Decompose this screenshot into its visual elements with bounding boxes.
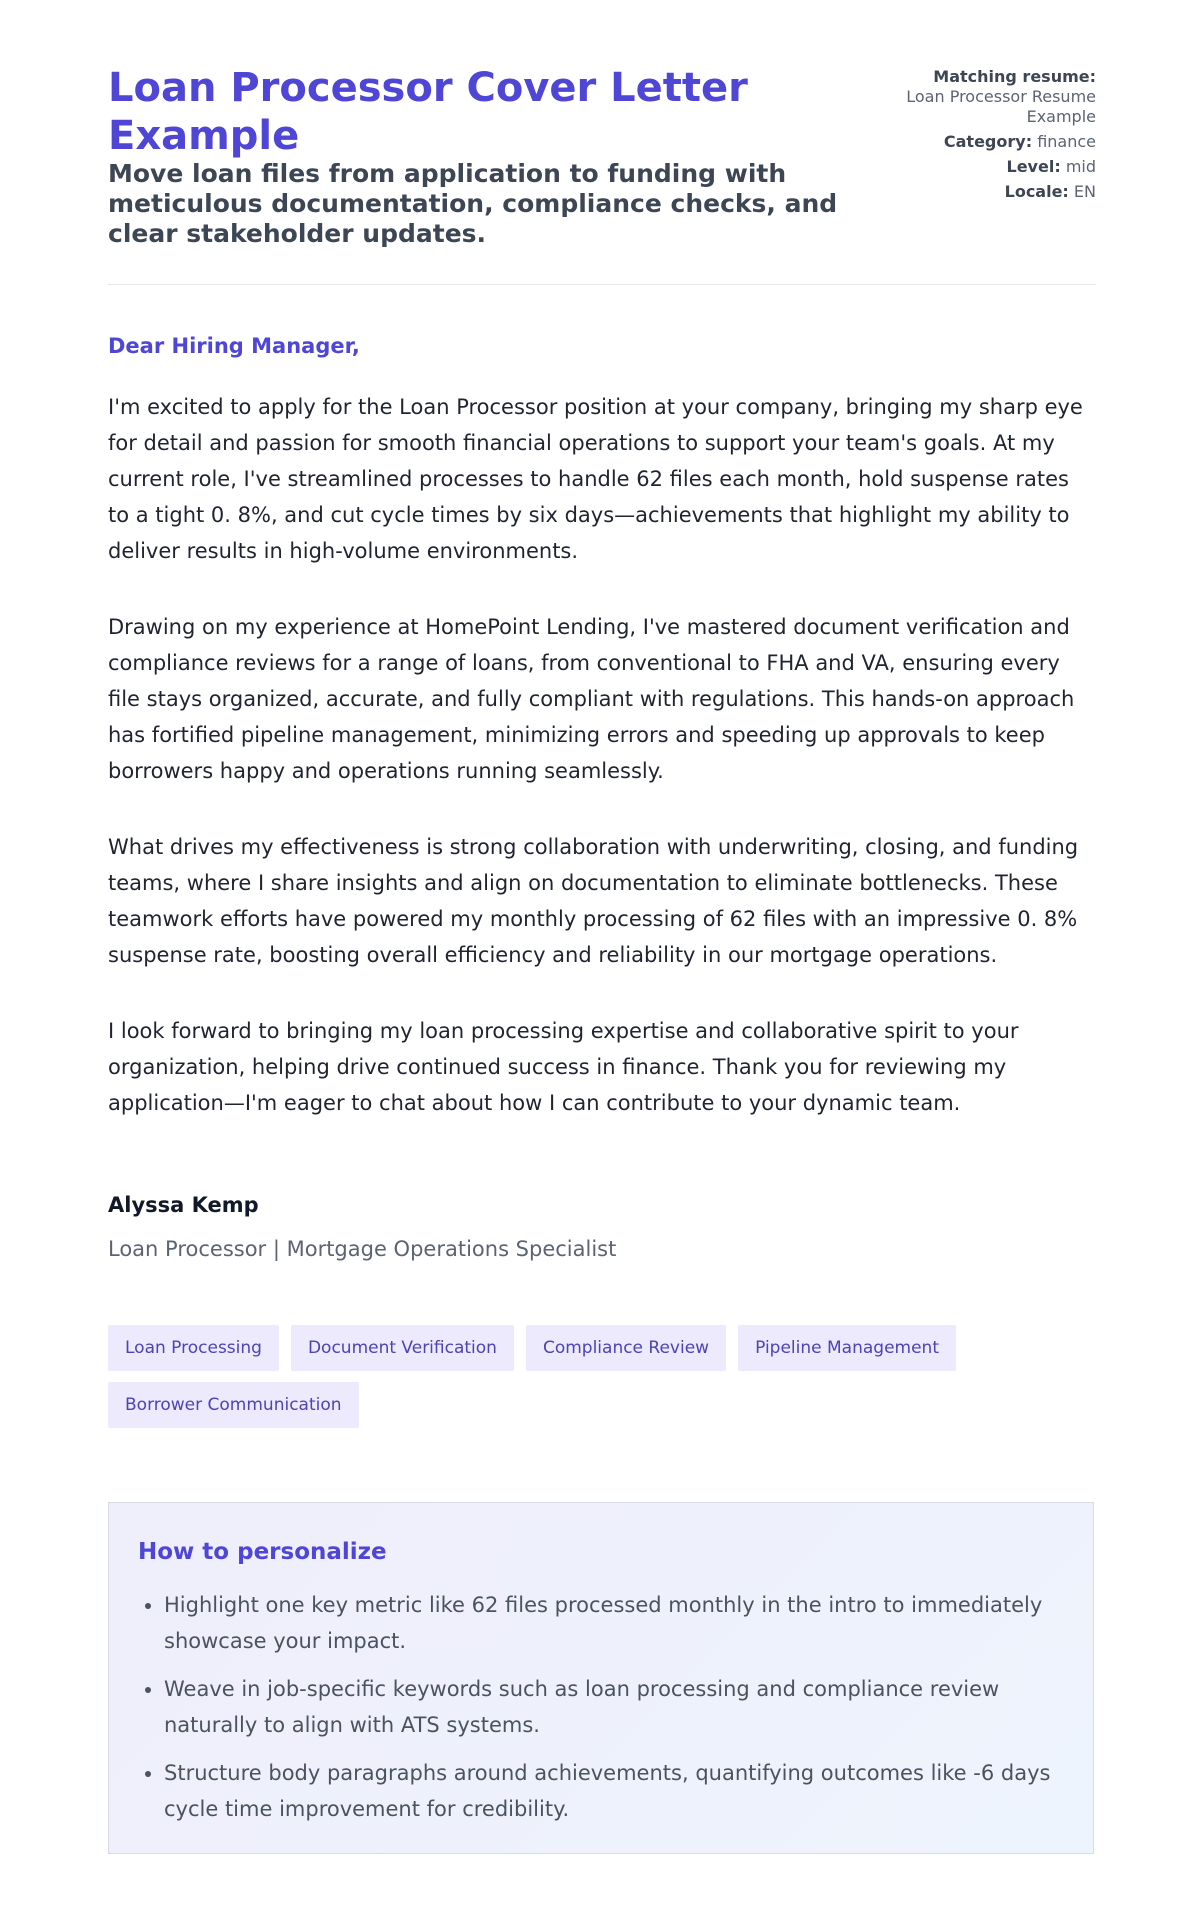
skill-tag: Borrower Communication: [108, 1382, 359, 1428]
category-value: finance: [1037, 132, 1096, 151]
category-meta: [866, 132, 1096, 152]
locale-meta: [866, 182, 1096, 202]
page-header: [108, 0, 1096, 285]
letter-paragraph: Drawing on my experience at HomePoint Lending, I've mastered document verification and compliance reviews for a range of loans, from conventional to FHA and VA, ensuring every file stays organized, accurate, and fully compliant with regulations. This hands-on approach has fortified pipeline management, minimizing errors and speeding up approvals to keep borrowers happy and operations running seamlessly.: [108, 615, 1075, 783]
skill-tag: Compliance Review: [526, 1325, 726, 1371]
skill-tag: Loan Processing: [108, 1325, 279, 1371]
tip-item: • Highlight one key metric like 62 files processed monthly in the intro to immediately showcase your impact.: [164, 1587, 1084, 1659]
tip-item: • Weave in job-specific keywords such as loan processing and compliance review naturally to align with ATS systems.: [164, 1671, 1084, 1743]
locale-label: Locale:: [1004, 182, 1069, 201]
matching-resume-label: Matching resume:: [933, 67, 1096, 86]
level-label: Level:: [1006, 157, 1061, 176]
skill-tags: [108, 1325, 1096, 1428]
resume-meta: [866, 67, 1096, 207]
page-subtitle: Move loan files from application to funding with meticulous documentation, compliance checks, and clear stakeholder updates.: [108, 159, 838, 248]
level-value: mid: [1065, 157, 1096, 176]
personalize-tips-box: [108, 1502, 1094, 1854]
tips-list: [138, 1587, 1084, 1839]
page-title: Loan Processor Cover Letter Example: [108, 65, 748, 159]
matching-resume-link[interactable]: Loan Processor Resume Example: [906, 87, 1096, 126]
locale-value: EN: [1073, 182, 1096, 201]
category-label: Category:: [943, 132, 1033, 151]
signature-title: Loan Processor | Mortgage Operations Specialist: [108, 1237, 617, 1261]
matching-resume: [866, 67, 1096, 127]
header-divider: [108, 284, 1096, 285]
skill-tag: Document Verification: [291, 1325, 514, 1371]
signature-name: Alyssa Kemp: [108, 1193, 259, 1217]
letter-body: [108, 389, 1096, 1161]
tips-heading: How to personalize: [138, 1539, 387, 1565]
letter-paragraph: I look forward to bringing my loan processing expertise and collaborative spirit to your organization, helping drive continued success in finance. Thank you for reviewing my application—I'm eager to chat about how I can contribute to your dynamic team.: [108, 1019, 1019, 1115]
letter-paragraph: What drives my effectiveness is strong collaboration with underwriting, closing, and funding teams, where I share insights and align on documentation to eliminate bottlenecks. These teamwork efforts have powered my monthly processing of 62 files with an impressive 0. 8% suspense rate, boosting overall efficiency and reliability in our mortgage operations.: [108, 835, 1079, 967]
letter-greeting: Dear Hiring Manager,: [108, 334, 360, 358]
letter-paragraph: I'm excited to apply for the Loan Processor position at your company, bringing my sharp eye for detail and passion for smooth financial operations to support your team's goals. At my current role, I've streamlined processes to handle 62 files each month, hold suspense rates to a tight 0. 8%, and cut cycle times by six days—achievements that highlight my ability to deliver results in high-volume environments.: [108, 395, 1083, 563]
tip-item: • Structure body paragraphs around achievements, quantifying outcomes like -6 days cycle time improvement for credibility.: [164, 1755, 1084, 1827]
level-meta: [866, 157, 1096, 177]
page-content: [108, 0, 1096, 1821]
skill-tag: Pipeline Management: [738, 1325, 956, 1371]
